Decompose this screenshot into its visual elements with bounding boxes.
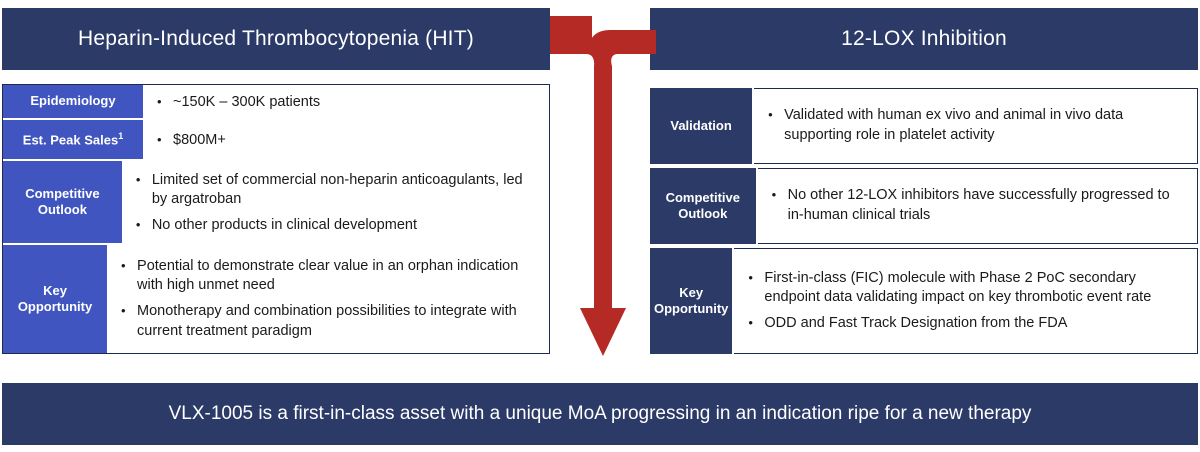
list-item-text: Monotherapy and combination possibilities to integrate with current treatment paradigm xyxy=(137,303,517,339)
bullet-dot-icon: • xyxy=(157,93,162,109)
list-item-text: No other products in clinical development xyxy=(151,216,417,233)
right-panel-title xyxy=(650,8,1198,70)
left-panel-title xyxy=(2,8,550,70)
table-row xyxy=(650,168,1198,244)
bullet-dot-icon: • xyxy=(771,187,777,203)
row-content xyxy=(143,85,330,120)
list-item xyxy=(121,257,539,296)
list-item-text: Validated with human ex vivo and animal in vivo data supporting role in platelet activity xyxy=(784,107,1124,143)
table-row xyxy=(3,85,549,120)
table-row xyxy=(650,248,1198,354)
list-item xyxy=(772,186,1187,225)
bullet-dot-icon: • xyxy=(121,303,126,318)
list-item xyxy=(157,93,320,113)
list-item-text: Potential to demonstrate clear value in an orphan indication with high unmet need xyxy=(137,257,519,294)
list-item xyxy=(748,269,1187,308)
left-panel-table xyxy=(2,84,550,354)
bullet-dot-icon: • xyxy=(768,107,773,123)
table-row xyxy=(3,161,549,245)
list-item-text: $800M+ xyxy=(173,131,226,148)
bullet-dot-icon: • xyxy=(121,257,126,273)
row-label-text: Competitive Outlook xyxy=(25,185,100,217)
list-item xyxy=(748,314,1187,334)
list-item xyxy=(121,302,539,341)
bullet-dot-icon: • xyxy=(748,314,753,330)
list-item xyxy=(136,216,539,236)
row-label-est-peak-sales xyxy=(3,120,143,161)
down-merge-arrow-icon xyxy=(548,8,658,368)
bullet-dot-icon: • xyxy=(135,171,141,187)
row-label-key-opportunity xyxy=(650,248,734,354)
row-label-text: Epidemiology xyxy=(30,93,116,109)
row-content xyxy=(122,161,549,245)
table-row xyxy=(3,245,549,353)
row-label-epidemiology xyxy=(3,85,143,120)
row-content xyxy=(758,168,1198,244)
row-content xyxy=(107,245,549,353)
row-label-text: Competitive Outlook xyxy=(665,189,740,221)
list-item xyxy=(136,171,539,210)
left-panel-title-text: Heparin-Induced Thrombocytopenia (HIT) xyxy=(78,27,474,50)
footnote-marker: 1 xyxy=(118,130,124,141)
list-item-text: No other 12-LOX inhibitors have successfully progressed to in-human clinical trials xyxy=(787,187,1170,223)
row-content xyxy=(143,120,236,161)
bullet-dot-icon: • xyxy=(135,216,141,232)
list-item xyxy=(157,131,226,151)
row-label-key-opportunity xyxy=(3,245,107,353)
summary-banner-text: VLX-1005 is a first-in-class asset with a unique MoA progressing in an indication ripe for a new therapy xyxy=(168,403,1032,424)
row-content xyxy=(734,248,1198,354)
row-label-competitive-outlook xyxy=(3,161,122,245)
row-label-validation xyxy=(650,88,754,164)
row-label-text: Key Opportunity xyxy=(17,282,93,314)
row-content xyxy=(754,88,1198,164)
summary-banner xyxy=(2,383,1198,445)
list-item-text: ODD and Fast Track Designation from the FDA xyxy=(764,314,1068,331)
right-panel-title-text: 12-LOX Inhibition xyxy=(841,27,1007,50)
bullet-dot-icon: • xyxy=(748,269,753,285)
list-item-text: First-in-class (FIC) molecule with Phase 2 PoC secondary endpoint data validating impact on key thrombotic event rate xyxy=(764,269,1152,306)
row-label-competitive-outlook xyxy=(650,168,758,244)
row-label-text: Key Opportunity xyxy=(654,284,729,316)
list-item-text: Limited set of commercial non-heparin anticoagulants, led by argatroban xyxy=(151,171,523,208)
table-row xyxy=(650,88,1198,164)
row-label-text: Validation xyxy=(670,117,732,133)
list-item xyxy=(768,106,1187,145)
row-label-text: Est. Peak Sales xyxy=(22,132,119,148)
list-item-text: ~150K – 300K patients xyxy=(173,93,321,110)
table-row xyxy=(3,120,549,161)
bullet-dot-icon: • xyxy=(157,131,162,147)
